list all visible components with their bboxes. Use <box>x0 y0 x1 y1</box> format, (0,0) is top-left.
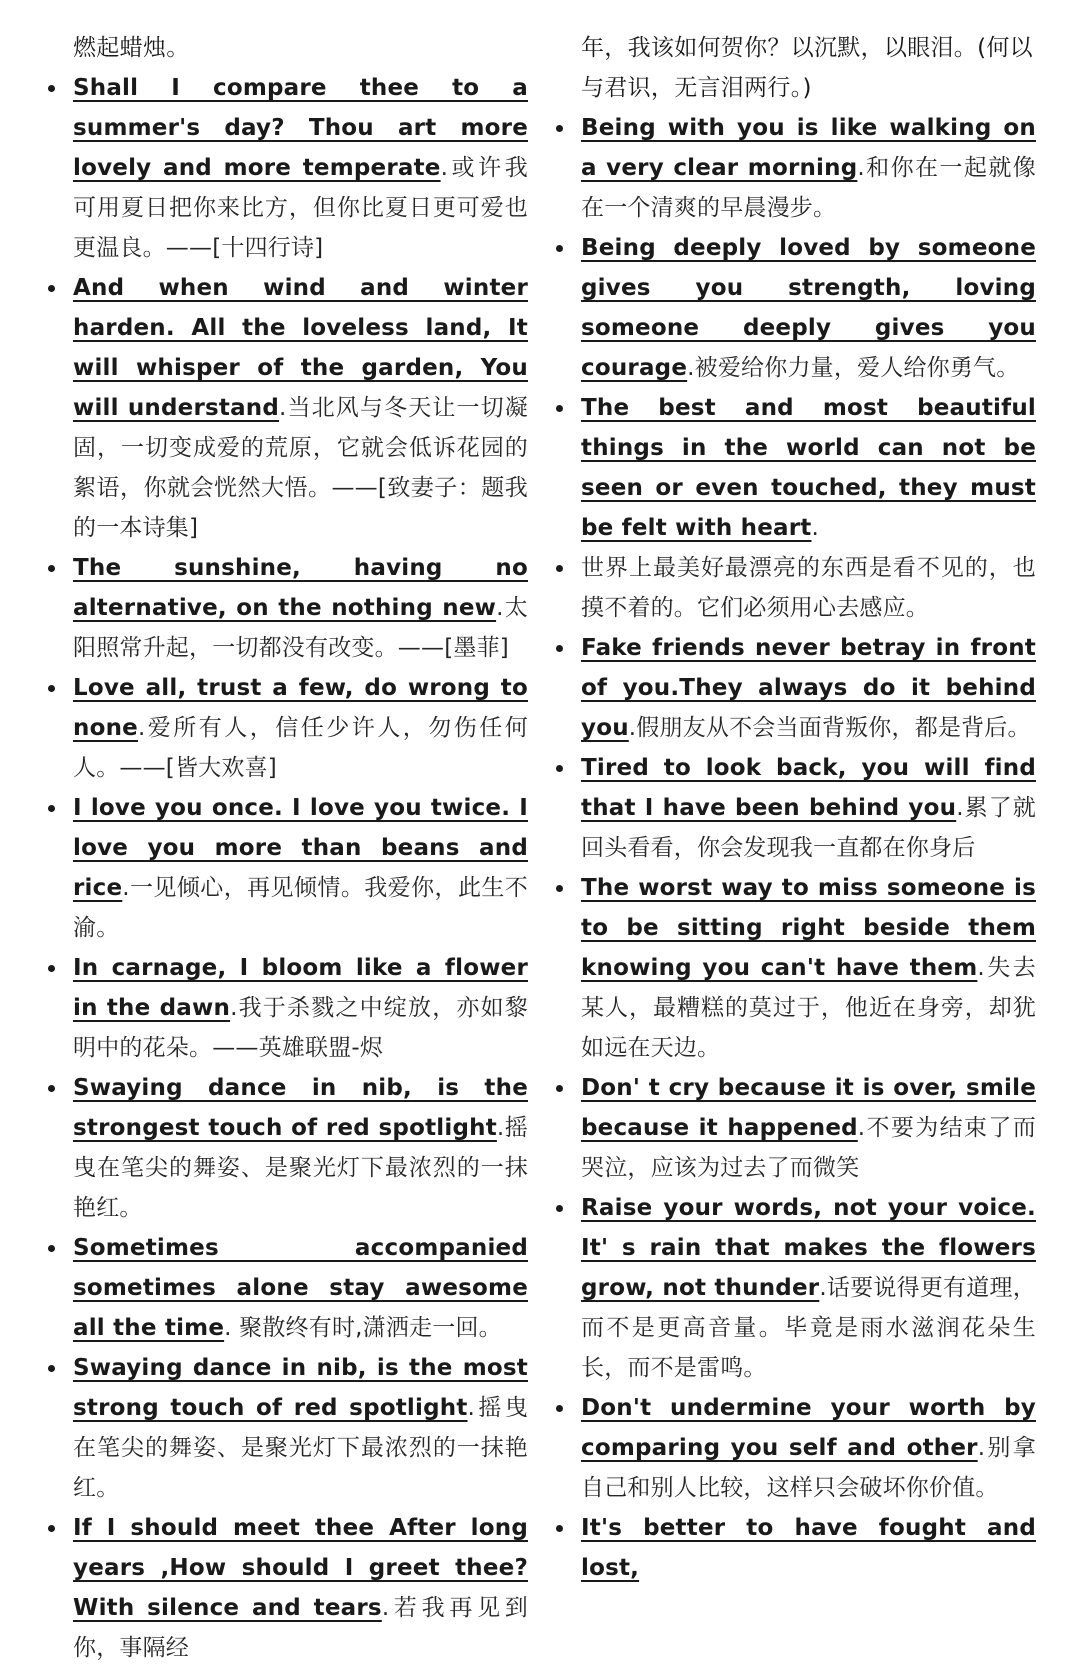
quote-english: Don' t cry because it is over, smile because it happened <box>581 1075 1036 1141</box>
list-item <box>73 68 528 268</box>
quote-chinese: .一见倾心，再见倾情。我爱你，此生不渝。 <box>73 875 528 941</box>
list-item <box>581 1508 1036 1588</box>
list-item <box>581 108 1036 228</box>
quote-english: I love you once. I love you twice. I love you more than beans and rice <box>73 795 528 901</box>
right-quote-list <box>581 108 1036 1588</box>
quote-english: In carnage, I bloom like a flower in the dawn <box>73 955 528 1021</box>
list-item <box>581 228 1036 388</box>
quote-english: And when wind and winter harden. All the loveless land, It will whisper of the garden, You will understand <box>73 275 528 421</box>
quote-chinese: .太阳照常升起，一切都没有改变。——[墨菲] <box>73 595 528 661</box>
list-item <box>73 668 528 788</box>
left-column <box>73 28 528 1668</box>
quote-chinese: .爱所有人，信任少许人，勿伤任何人。——[皆大欢喜] <box>73 715 528 781</box>
quote-chinese: .摇曳在笔尖的舞姿、是聚光灯下最浓烈的一抹艳红。 <box>73 1395 528 1501</box>
quote-english: The worst way to miss someone is to be sitting right beside them knowing you can't have them <box>581 875 1036 981</box>
quote-english: The best and most beautiful things in the world can not be seen or even touched, they must be felt with heart <box>581 395 1036 541</box>
quote-english: Don't undermine your worth by comparing you self and other <box>581 1395 1036 1461</box>
quote-english: If I should meet thee After long years ,How should I greet thee? With silence and tears <box>73 1515 528 1621</box>
list-item <box>581 1068 1036 1188</box>
quote-english: The sunshine, having no alternative, on the nothing new <box>73 555 528 621</box>
list-item <box>73 548 528 668</box>
list-item <box>581 868 1036 1068</box>
list-item <box>73 1508 528 1668</box>
quote-english: Being deeply loved by someone gives you strength, loving someone deeply gives you courage <box>581 235 1036 381</box>
quote-chinese: .当北风与冬天让一切凝固，一切变成爱的荒原，它就会低诉花园的絮语，你就会恍然大悟。——[致妻子：题我的一本诗集] <box>73 395 528 541</box>
quote-english: Tired to look back, you will find that I have been behind you <box>581 755 1036 821</box>
list-item <box>73 1348 528 1508</box>
list-item <box>581 388 1036 548</box>
left-lead-text: 燃起蜡烛。 <box>73 35 190 61</box>
list-item <box>581 1388 1036 1508</box>
quote-chinese: .和你在一起就像在一个清爽的早晨漫步。 <box>581 155 1036 221</box>
quote-english: It's better to have fought and lost, <box>581 1515 1036 1581</box>
quote-english: Sometimes accompanied sometimes alone stay awesome all the time <box>73 1235 528 1341</box>
quote-english: Fake friends never betray in front of you.They always do it behind you <box>581 635 1036 741</box>
quote-chinese: .别拿自己和别人比较，这样只会破坏你价值。 <box>581 1435 1036 1501</box>
list-item <box>73 788 528 948</box>
quote-chinese: .摇曳在笔尖的舞姿、是聚光灯下最浓烈的一抹艳红。 <box>73 1115 528 1221</box>
list-item <box>73 948 528 1068</box>
quote-chinese: 世界上最美好最漂亮的东西是看不见的，也摸不着的。它们必须用心去感应。 <box>581 555 1036 621</box>
quote-english: Love all, trust a few, do wrong to none <box>73 675 528 741</box>
right-column <box>581 28 1036 1588</box>
list-item <box>73 268 528 548</box>
quote-chinese: .话要说得更有道理，而不是更高音量。毕竟是雨水滋润花朵生长，而不是雷鸣。 <box>581 1275 1036 1381</box>
quote-english: Shall I compare thee to a summer's day? Thou art more lovely and more temperate <box>73 75 528 181</box>
quote-chinese: .假朋友从不会当面背叛你，都是背后。 <box>628 715 1031 741</box>
list-item <box>581 1188 1036 1388</box>
quote-chinese: .累了就回头看看，你会发现我一直都在你身后 <box>581 795 1036 861</box>
quote-chinese: .若我再见到你，事隔经 <box>73 1595 529 1661</box>
list-item <box>73 1068 528 1228</box>
list-item <box>581 628 1036 748</box>
quote-chinese: .不要为结束了而哭泣，应该为过去了而微笑 <box>581 1115 1036 1181</box>
left-quote-list <box>73 68 528 1668</box>
quote-chinese: .失去某人，最糟糕的莫过于，他近在身旁，却犹如远在天边。 <box>581 955 1036 1061</box>
quote-english: Swaying dance in nib, is the strongest touch of red spotlight <box>73 1075 528 1141</box>
quote-chinese: .被爱给你力量，爱人给你勇气。 <box>687 355 1020 381</box>
quote-chinese: . <box>811 515 820 541</box>
right-lead-text: 年，我该如何贺你？以沉默，以眼泪。(何以与君识，无言泪两行。) <box>581 35 1033 101</box>
quote-chinese: .或许我可用夏日把你来比方，但你比夏日更可爱也更温良。——[十四行诗] <box>73 155 528 261</box>
quote-english: Being with you is like walking on a very clear morning <box>581 115 1036 181</box>
quote-chinese: .我于杀戮之中绽放，亦如黎明中的花朵。——英雄联盟-烬 <box>73 995 529 1061</box>
list-item <box>581 748 1036 868</box>
list-item <box>581 548 1036 628</box>
quote-english: Raise your words, not your voice. It' s rain that makes the flowers grow, not thunder <box>581 1195 1036 1301</box>
quote-chinese: . 聚散终有时,潇洒走一回。 <box>224 1315 502 1341</box>
quote-english: Swaying dance in nib, is the most strong touch of red spotlight <box>73 1355 528 1421</box>
list-item <box>73 1228 528 1348</box>
